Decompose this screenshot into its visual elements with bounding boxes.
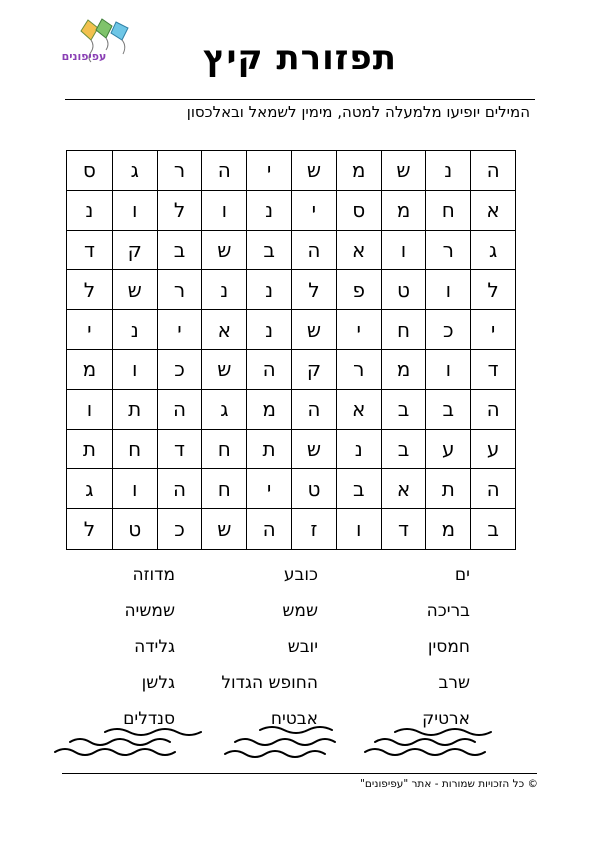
grid-cell: ט bbox=[112, 509, 157, 549]
grid-cell: ה bbox=[201, 151, 246, 191]
word-list-item: ארטיק bbox=[422, 709, 470, 729]
grid-cell: נ bbox=[246, 270, 291, 310]
grid-cell: ו bbox=[336, 509, 381, 549]
grid-cell: ש bbox=[291, 310, 336, 350]
grid-cell: ה bbox=[157, 390, 202, 430]
grid-cell: ו bbox=[67, 390, 112, 430]
grid-cell: ש bbox=[381, 151, 426, 191]
word-list-item: מדוזה bbox=[132, 565, 175, 585]
grid-cell: י bbox=[470, 310, 515, 350]
grid-cell: ו bbox=[425, 270, 470, 310]
grid-cell: ח bbox=[112, 430, 157, 470]
waves-decoration bbox=[50, 710, 550, 770]
grid-cell: ב bbox=[381, 430, 426, 470]
grid-cell: ש bbox=[291, 151, 336, 191]
grid-cell: ט bbox=[381, 270, 426, 310]
grid-cell: ת bbox=[246, 430, 291, 470]
word-list-item: סנדלים bbox=[123, 709, 175, 729]
grid-cell: ה bbox=[246, 509, 291, 549]
grid-cell: ה bbox=[470, 151, 515, 191]
grid-cell: ג bbox=[470, 231, 515, 271]
grid-cell: נ bbox=[67, 191, 112, 231]
grid-cell: ר bbox=[157, 151, 202, 191]
grid-cell: א bbox=[336, 390, 381, 430]
grid-cell: מ bbox=[336, 151, 381, 191]
grid-cell: ש bbox=[112, 270, 157, 310]
grid-cell: נ bbox=[425, 151, 470, 191]
grid-cell: ה bbox=[291, 231, 336, 271]
grid-cell: פ bbox=[336, 270, 381, 310]
grid-cell: ל bbox=[470, 270, 515, 310]
grid-cell: ש bbox=[201, 231, 246, 271]
grid-cell: א bbox=[381, 469, 426, 509]
word-list-item: ים bbox=[454, 565, 470, 585]
grid-cell: מ bbox=[381, 350, 426, 390]
grid-cell: ה bbox=[157, 469, 202, 509]
grid-cell: ח bbox=[201, 469, 246, 509]
grid-cell: ת bbox=[425, 469, 470, 509]
grid-cell: ה bbox=[470, 390, 515, 430]
grid-cell: ו bbox=[381, 231, 426, 271]
grid-cell: ו bbox=[112, 469, 157, 509]
word-list bbox=[90, 565, 470, 731]
grid-cell: ב bbox=[246, 231, 291, 271]
grid-cell: י bbox=[157, 310, 202, 350]
grid-cell: ד bbox=[67, 231, 112, 271]
grid-cell: י bbox=[336, 310, 381, 350]
grid-cell: ס bbox=[336, 191, 381, 231]
grid-cell: ז bbox=[291, 509, 336, 549]
grid-cell: ק bbox=[112, 231, 157, 271]
title-divider bbox=[65, 99, 535, 100]
grid-cell: ל bbox=[67, 270, 112, 310]
word-list-item: אבטיח bbox=[270, 709, 318, 729]
grid-cell: ב bbox=[425, 390, 470, 430]
grid-cell: א bbox=[470, 191, 515, 231]
grid-cell: א bbox=[336, 231, 381, 271]
copyright-footer: © כל הזכויות שמורות - אתר "עפיפונים" bbox=[360, 778, 538, 790]
grid-cell: נ bbox=[336, 430, 381, 470]
grid-cell: כ bbox=[157, 509, 202, 549]
word-list-item: שמשיה bbox=[124, 601, 175, 621]
grid-cell: ע bbox=[425, 430, 470, 470]
word-list-item: כובע bbox=[283, 565, 318, 585]
grid-cell: ד bbox=[381, 509, 426, 549]
grid-cell: ת bbox=[67, 430, 112, 470]
grid-cell: ר bbox=[157, 270, 202, 310]
page-title: תפזורת קיץ bbox=[203, 38, 397, 78]
word-search-grid bbox=[66, 150, 516, 550]
grid-cell: י bbox=[67, 310, 112, 350]
grid-cell: ו bbox=[112, 350, 157, 390]
grid-cell: א bbox=[201, 310, 246, 350]
grid-cell: מ bbox=[425, 509, 470, 549]
word-list-item: בריכה bbox=[426, 601, 470, 621]
grid-cell: ה bbox=[246, 350, 291, 390]
word-list-item: גלשן bbox=[141, 673, 175, 693]
grid-cell: ה bbox=[291, 390, 336, 430]
grid-cell: ב bbox=[157, 231, 202, 271]
word-list-item: חמסין bbox=[427, 637, 470, 657]
grid-cell: ע bbox=[470, 430, 515, 470]
grid-cell: ג bbox=[201, 390, 246, 430]
grid-cell: נ bbox=[112, 310, 157, 350]
word-list-item: יובש bbox=[287, 637, 318, 657]
word-list-item: גלידה bbox=[134, 637, 175, 657]
footer-divider bbox=[62, 773, 537, 774]
grid-cell: ס bbox=[67, 151, 112, 191]
grid-cell: ד bbox=[470, 350, 515, 390]
grid-cell: נ bbox=[246, 191, 291, 231]
logo-text: עפיפונים bbox=[61, 50, 107, 63]
grid-cell: ב bbox=[470, 509, 515, 549]
grid-cell: ח bbox=[425, 191, 470, 231]
grid-cell: נ bbox=[201, 270, 246, 310]
grid-cell: י bbox=[291, 191, 336, 231]
grid-cell: מ bbox=[67, 350, 112, 390]
grid-cell: כ bbox=[157, 350, 202, 390]
instructions-text: המילים יופיעו מלמעלה למטה, מימין לשמאל ובאלכסון bbox=[186, 103, 530, 121]
word-list-item: שמש bbox=[282, 601, 318, 621]
grid-cell: ו bbox=[112, 191, 157, 231]
grid-cell: ו bbox=[425, 350, 470, 390]
grid-cell: ק bbox=[291, 350, 336, 390]
grid-cell: מ bbox=[381, 191, 426, 231]
grid-cell: ד bbox=[157, 430, 202, 470]
grid-cell: ש bbox=[201, 350, 246, 390]
grid-cell: ש bbox=[291, 430, 336, 470]
grid-cell: ט bbox=[291, 469, 336, 509]
grid-cell: ב bbox=[336, 469, 381, 509]
grid-cell: ר bbox=[425, 231, 470, 271]
grid-cell: ג bbox=[112, 151, 157, 191]
grid-cell: ו bbox=[201, 191, 246, 231]
word-list-item: החופש הגדול bbox=[221, 673, 318, 693]
grid-cell: ח bbox=[201, 430, 246, 470]
grid-cell: ל bbox=[291, 270, 336, 310]
grid-cell: ת bbox=[112, 390, 157, 430]
grid-cell: ב bbox=[381, 390, 426, 430]
grid-cell: כ bbox=[425, 310, 470, 350]
grid-cell: ל bbox=[83, 517, 96, 542]
grid-cell: מ bbox=[246, 390, 291, 430]
grid-cell: ש bbox=[201, 509, 246, 549]
grid-cell: ל bbox=[157, 191, 202, 231]
grid-cell: ח bbox=[381, 310, 426, 350]
grid-cell: ה bbox=[470, 469, 515, 509]
grid-cell: נ bbox=[246, 310, 291, 350]
grid-cell: י bbox=[246, 151, 291, 191]
grid-cell: ג bbox=[67, 469, 112, 509]
grid-cell: י bbox=[246, 469, 291, 509]
word-list-item: שרב bbox=[438, 673, 470, 693]
grid-cell: ר bbox=[336, 350, 381, 390]
